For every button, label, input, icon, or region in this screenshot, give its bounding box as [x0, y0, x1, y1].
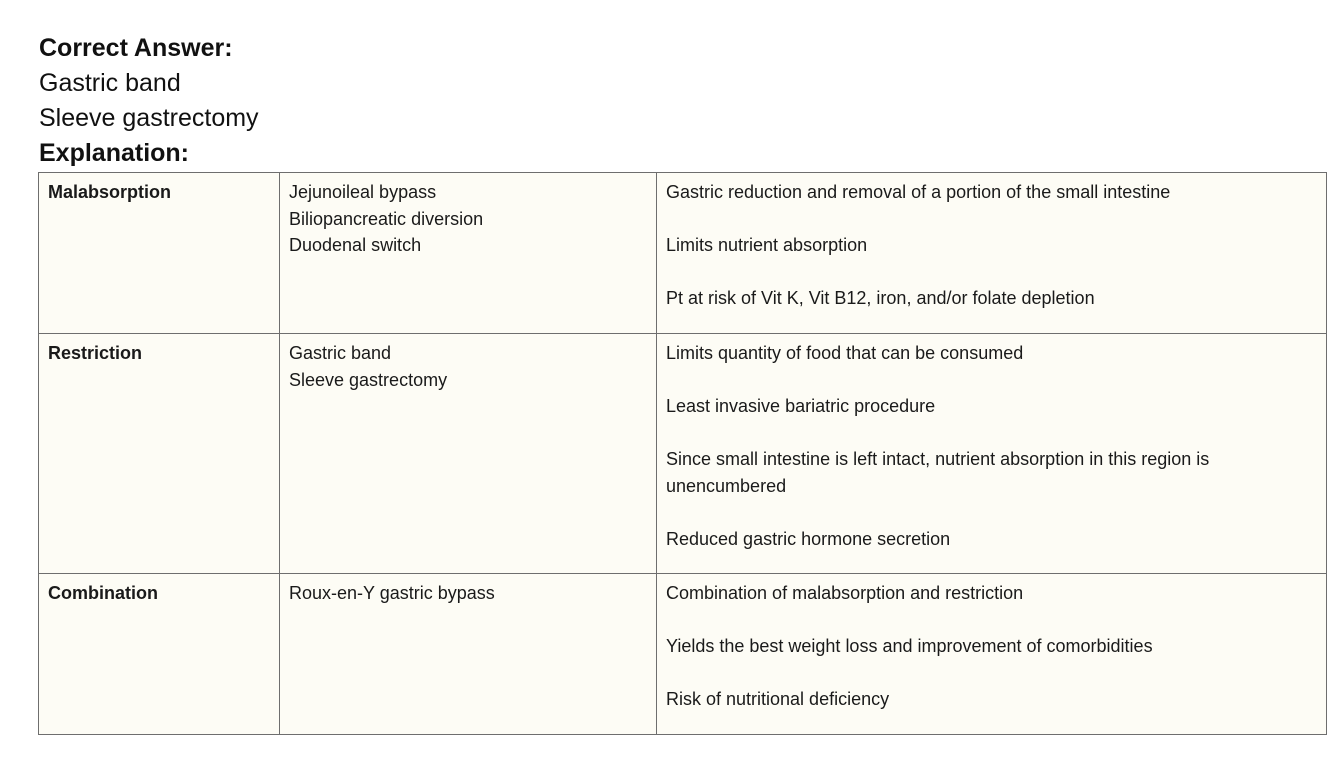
detail-item: Limits nutrient absorption — [666, 235, 868, 255]
procedures-cell — [280, 334, 657, 574]
procedure-item: Jejunoileal bypass — [289, 182, 437, 202]
table-row — [39, 334, 1327, 574]
procedure-item: Gastric band — [289, 343, 392, 363]
detail-item: Least invasive bariatric procedure — [666, 396, 936, 416]
answer-item: Sleeve gastrectomy — [39, 104, 259, 132]
answer-block — [39, 31, 259, 171]
correct-answer-heading: Correct Answer: — [39, 34, 233, 62]
detail-item: Combination of malabsorption and restriction — [666, 583, 1024, 603]
detail-item: Yields the best weight loss and improvement of comorbidities — [666, 636, 1153, 656]
answer-item: Gastric band — [39, 69, 181, 97]
category-cell: Combination — [39, 574, 280, 735]
table-row — [39, 173, 1327, 334]
procedures-cell — [280, 574, 657, 735]
procedure-item: Duodenal switch — [289, 235, 422, 255]
explanation-table-container — [38, 172, 1327, 735]
category-cell: Restriction — [39, 334, 280, 574]
explanation-table — [38, 172, 1327, 735]
procedure-item: Roux-en-Y gastric bypass — [289, 583, 495, 603]
procedure-item: Sleeve gastrectomy — [289, 369, 448, 390]
procedure-item: Biliopancreatic diversion — [289, 208, 484, 229]
detail-item: Reduced gastric hormone secretion — [666, 528, 951, 549]
details-cell — [657, 334, 1327, 574]
detail-item: Since small intestine is left intact, nutrient absorption in this region is unencumbered — [666, 449, 1210, 496]
detail-item: Gastric reduction and removal of a portion of the small intestine — [666, 182, 1171, 202]
table-row — [39, 574, 1327, 735]
detail-item: Limits quantity of food that can be consumed — [666, 343, 1024, 363]
details-cell — [657, 574, 1327, 735]
details-cell — [657, 173, 1327, 334]
explanation-heading: Explanation: — [39, 139, 190, 167]
procedures-cell — [280, 173, 657, 334]
category-cell: Malabsorption — [39, 173, 280, 334]
detail-item: Risk of nutritional deficiency — [666, 689, 890, 709]
detail-item: Pt at risk of Vit K, Vit B12, iron, and/or folate depletion — [666, 288, 1095, 308]
